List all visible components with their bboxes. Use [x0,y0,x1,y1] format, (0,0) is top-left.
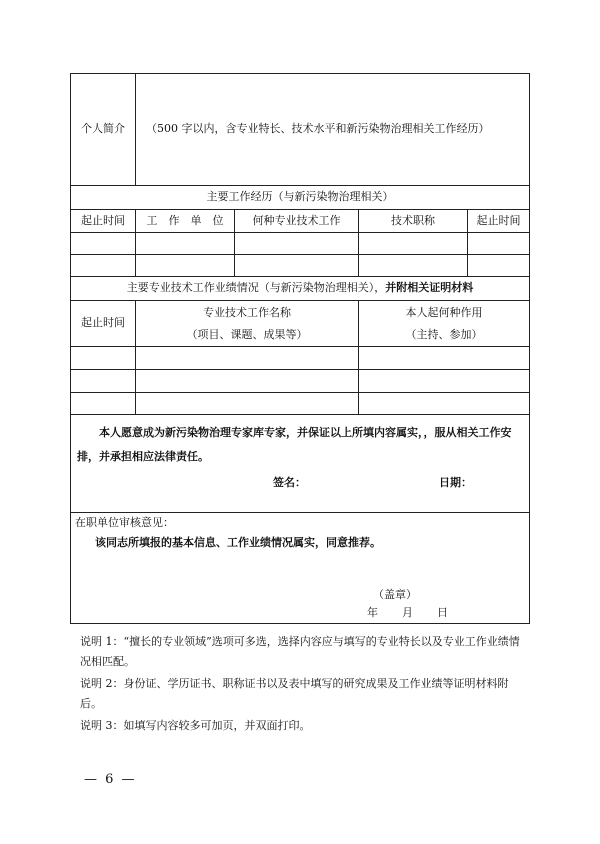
profile-row [71,74,530,186]
achievements-cell[interactable] [359,347,530,370]
achievements-title-bold: 并附相关证明材料 [385,281,474,295]
achievements-row [71,347,530,370]
achievements-header-name [136,301,359,347]
declaration-row [71,415,530,513]
work-history-header-employer: 工 作 单 位 [136,210,235,233]
work-history-cell[interactable] [359,233,468,255]
work-history-cell[interactable] [136,233,235,255]
work-history-cell[interactable] [235,233,359,255]
work-history-cell[interactable] [468,233,530,255]
achievements-header-period: 起止时间 [71,301,136,347]
work-history-cell[interactable] [136,255,235,277]
work-history-cell[interactable] [359,255,468,277]
achievements-header-role-line2: （主持、参加） [405,327,483,341]
review-row [71,513,530,624]
work-history-title: 主要工作经历（与新污染物治理相关） [71,186,530,210]
achievements-title-row [71,277,530,301]
note-item: 说明 2：身份证、学历证书、职称证书以及表中填写的研究成果及工作业绩等证明材料附后。 [80,677,509,710]
profile-hint[interactable]: （500 字以内，含专业特长、技术水平和新污染物治理相关工作经历） [136,74,530,186]
achievements-header-name-line2: （项目、课题、成果等） [186,327,308,341]
notes [80,632,530,738]
work-history-title-row [71,186,530,210]
achievements-title-plain: 主要专业技术工作业绩情况（与新污染物治理相关）， [126,281,386,295]
review-date [367,605,448,622]
achievements-title [71,277,530,301]
note-item: 说明 1：“擅长的专业领域”选项可多选，选择内容应与填写的专业特长以及专业工作业绩情况相匹配。 [80,635,520,668]
work-history-cell[interactable] [71,255,136,277]
declaration-sign-line [71,469,529,497]
achievements-header-role-line1: 本人起何种作用 [405,305,483,319]
work-history-row [71,255,530,277]
date-label: 日期： [439,476,472,489]
achievements-cell[interactable] [359,370,530,393]
work-history-cell[interactable] [468,255,530,277]
work-history-header-work-type: 何种专业技术工作 [235,210,359,233]
achievements-cell[interactable] [71,370,136,393]
achievements-cell[interactable] [71,393,136,415]
achievements-cell[interactable] [359,393,530,415]
sign-label: 签名： [273,476,306,489]
work-history-header-row [71,210,530,233]
review-month: 月 [402,606,413,619]
work-history-header-period-2: 起止时间 [468,210,530,233]
review-cell [71,513,530,624]
achievements-cell[interactable] [136,393,359,415]
achievements-header-row [71,301,530,347]
work-history-header-title: 技术职称 [359,210,468,233]
review-text[interactable]: 该同志所填报的基本信息、工作业绩情况属实，同意推荐。 [95,536,381,549]
achievements-header-role [359,301,530,347]
profile-label: 个人简介 [71,74,136,186]
achievements-cell[interactable] [136,347,359,370]
declaration-text: 本人愿意成为新污染物治理专家库专家，并保证以上所填内容属实，，服从相关工作安排，并承担相应法律责任。 [77,426,512,463]
work-history-header-period: 起止时间 [71,210,136,233]
expert-application-form [70,73,530,624]
work-history-cell[interactable] [71,233,136,255]
page-number: — 6 — [84,772,137,787]
review-day: 日 [437,606,448,619]
achievements-row [71,370,530,393]
declaration-cell [71,415,530,513]
achievements-cell[interactable] [71,347,136,370]
review-label: 在职单位审核意见： [75,516,174,529]
achievements-cell[interactable] [136,370,359,393]
seal-label: （盖章） [373,588,417,601]
achievements-header-name-line1: 专业技术工作名称 [203,305,291,319]
work-history-cell[interactable] [235,255,359,277]
work-history-row [71,233,530,255]
review-year: 年 [367,606,378,619]
achievements-row [71,393,530,415]
note-item: 说明 3：如填写内容较多可加页，并双面打印。 [80,719,311,732]
